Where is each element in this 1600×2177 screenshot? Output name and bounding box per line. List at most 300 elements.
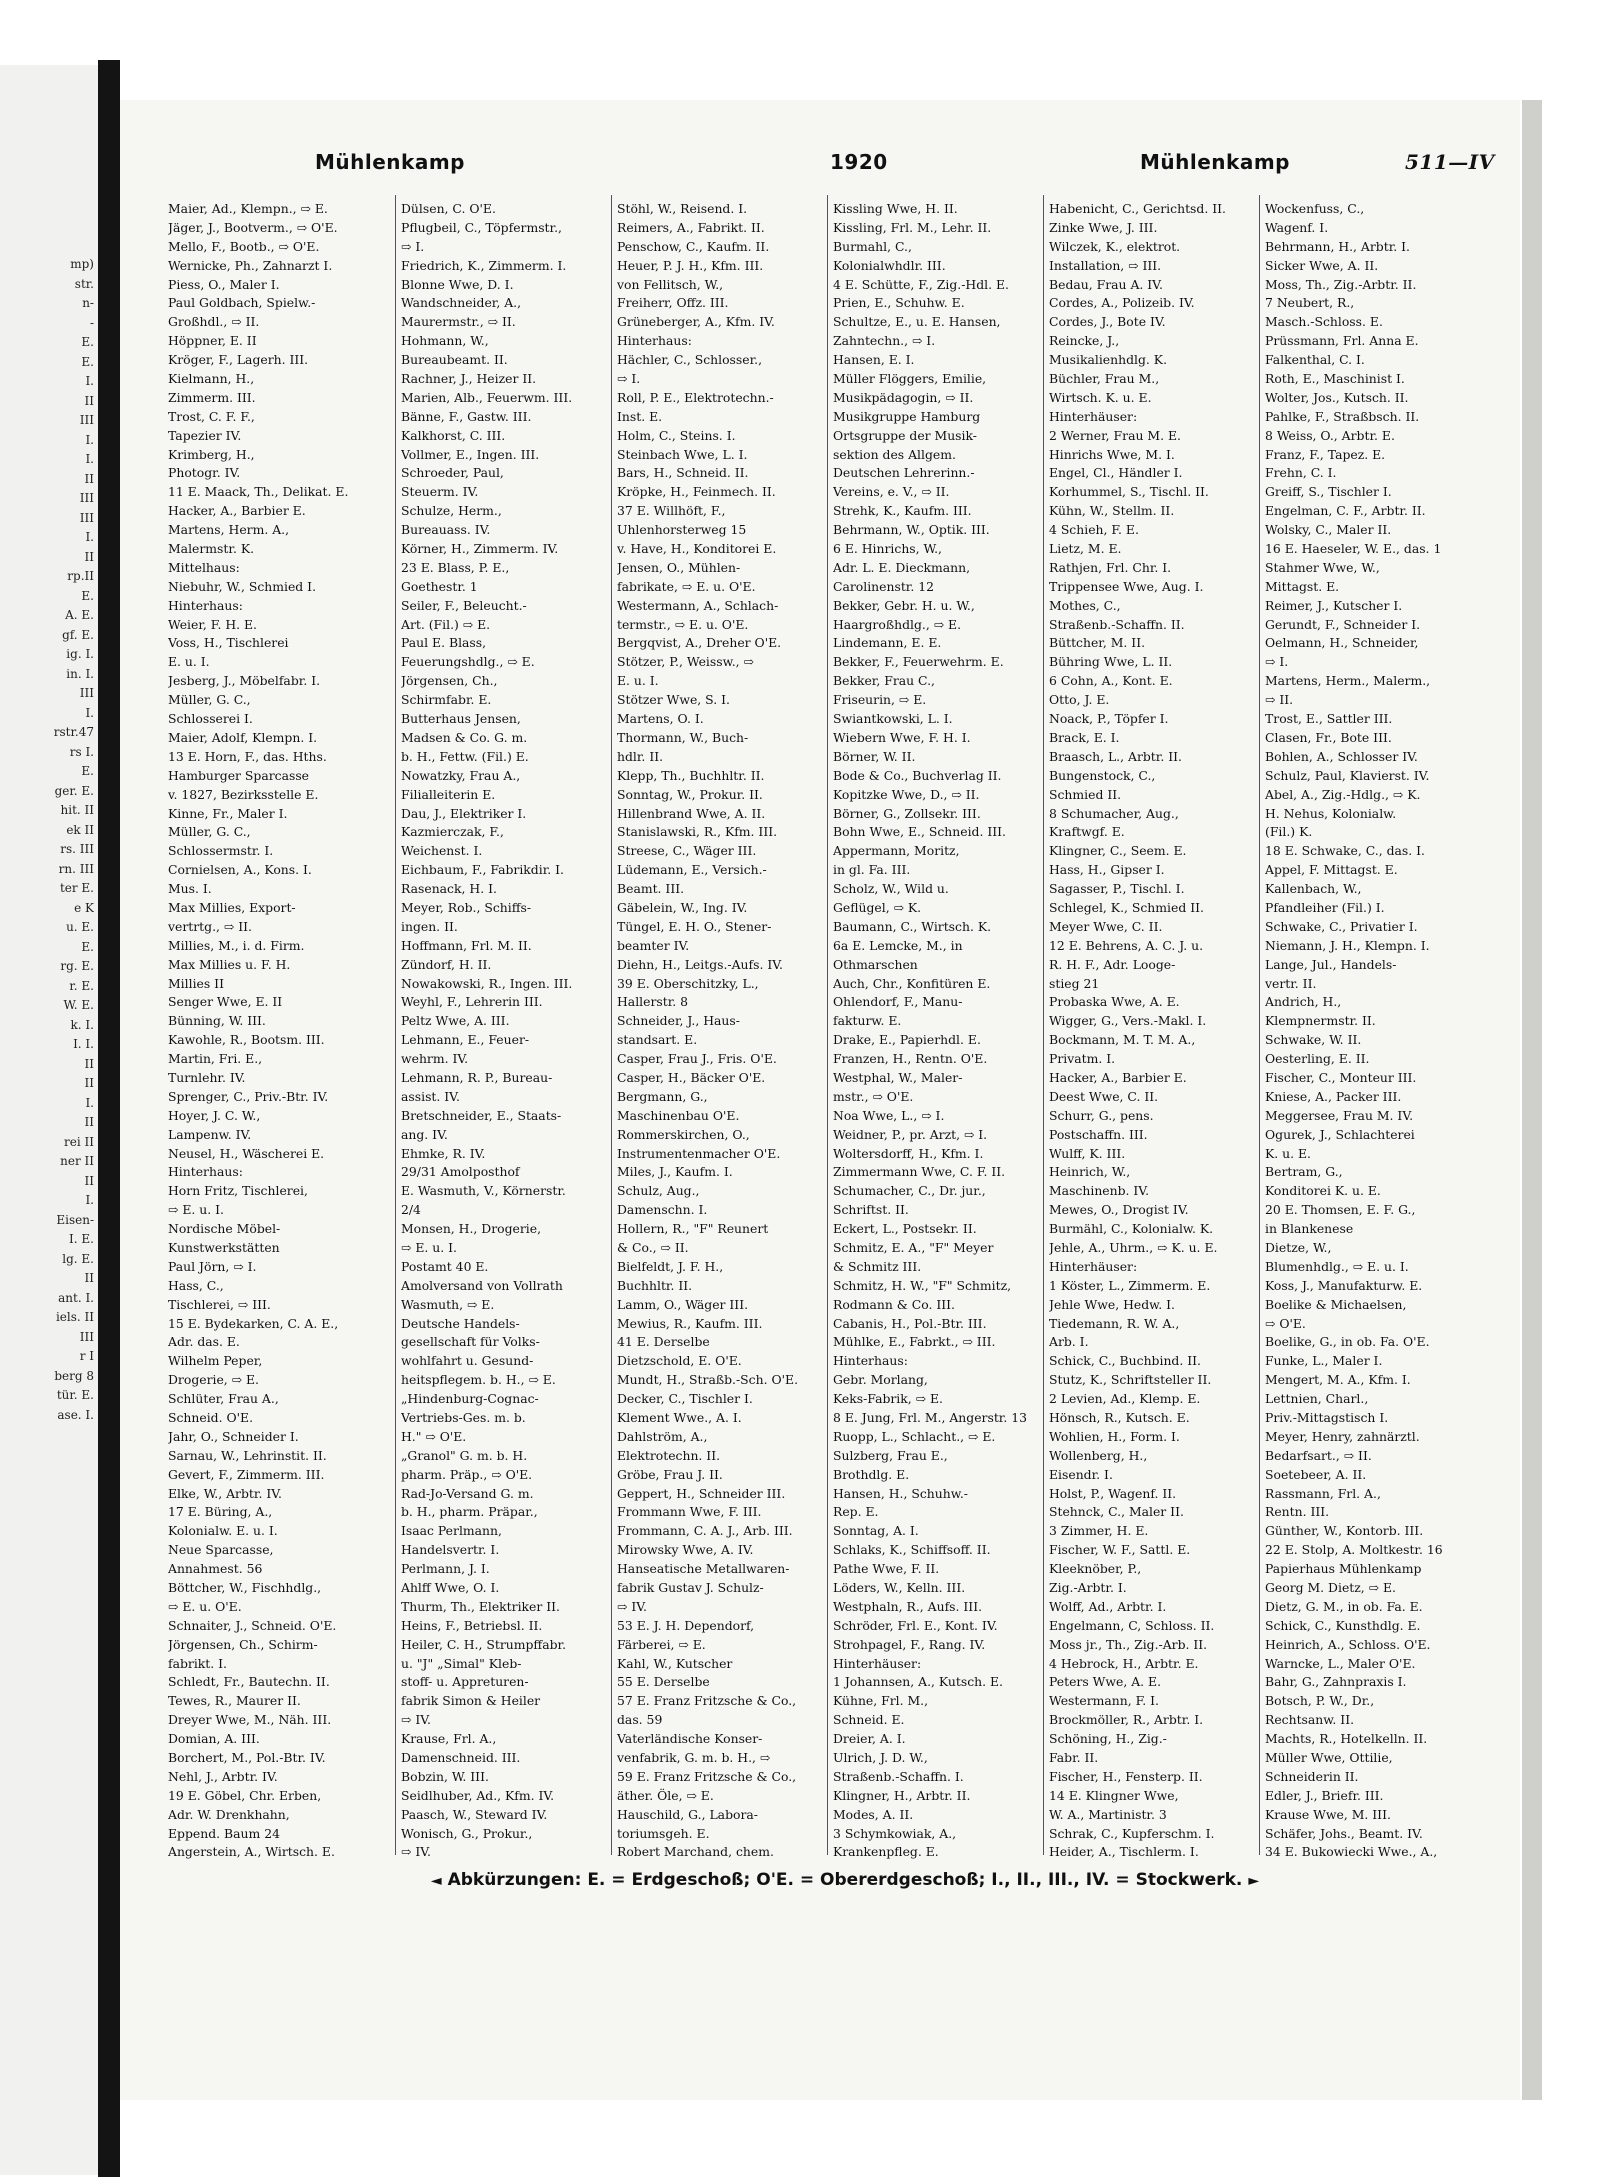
- pointer-right-icon: ►: [1248, 1873, 1260, 1889]
- directory-entry: Bühring Wwe, L. II.: [1049, 654, 1173, 670]
- directory-entry: Klempnermstr. II.: [1265, 1013, 1376, 1029]
- directory-entry: Bünning, W. III.: [168, 1013, 266, 1029]
- directory-entry: Brockmöller, R., Arbtr. I.: [1049, 1712, 1204, 1728]
- directory-entry: Jahr, O., Schneider I.: [168, 1428, 299, 1444]
- directory-entry: Heuer, P. J. H., Kfm. III.: [617, 257, 764, 273]
- directory-entry: 14 E. Klingner Wwe,: [1049, 1787, 1179, 1803]
- directory-entry: Lehmann, E., Feuer-: [401, 1032, 530, 1048]
- directory-entry: Frehn, C. I.: [1265, 465, 1337, 481]
- directory-entry: Rachner, J., Heizer II.: [401, 371, 537, 387]
- directory-entry: Peltz Wwe, A. III.: [401, 1013, 510, 1029]
- directory-entry: das. 59: [617, 1712, 663, 1728]
- directory-entry: Art. (Fil.) ⇨ E.: [401, 616, 491, 632]
- directory-entry: Zinke Wwe, J. III.: [1049, 219, 1158, 235]
- directory-entry: Arb. I.: [1049, 1334, 1089, 1350]
- directory-entry: Burmahl, C.,: [833, 238, 912, 254]
- directory-entry: Malermstr. K.: [168, 541, 255, 557]
- strip-line: I.: [85, 530, 94, 544]
- directory-entry: 8 E. Jung, Frl. M., Angerstr. 13: [833, 1410, 1028, 1425]
- directory-entry: Senger Wwe, E. II: [168, 994, 283, 1010]
- directory-entry: Eckert, L., Postsekr. II.: [833, 1221, 977, 1237]
- directory-entry: Ohlendorf, F., Manu-: [833, 994, 963, 1010]
- directory-entry: in Blankenese: [1265, 1221, 1354, 1237]
- directory-entry: Hamburger Sparcasse: [168, 767, 310, 783]
- directory-entry: Hass, C.,: [168, 1277, 224, 1293]
- directory-entry: Sonntag, A. I.: [833, 1523, 919, 1539]
- directory-entry: Bekker, Frau C.,: [833, 673, 935, 689]
- directory-entry: Schurr, G., pens.: [1049, 1107, 1154, 1123]
- directory-entry: Handelsvertr. I.: [401, 1542, 500, 1558]
- directory-entry: Woltersdorff, H., Kfm. I.: [833, 1145, 984, 1161]
- directory-entry: Scholz, W., Wild u.: [833, 881, 949, 897]
- strip-line: III: [79, 491, 94, 505]
- directory-entry: Feuerungshdlg., ⇨ E.: [401, 654, 535, 670]
- directory-entry: ⇨ I.: [1265, 654, 1289, 670]
- directory-entry: Oelmann, H., Schneider,: [1265, 635, 1419, 651]
- directory-entry: & Co., ⇨ II.: [617, 1239, 689, 1255]
- strip-line: II: [84, 1271, 94, 1285]
- directory-entry: Deest Wwe, C. II.: [1049, 1088, 1159, 1104]
- directory-entry: Zimmermann Wwe, C. F. II.: [833, 1164, 1006, 1180]
- directory-entry: 59 E. Franz Fritzsche & Co.,: [617, 1768, 797, 1784]
- directory-entry: Stanislawski, R., Kfm. III.: [617, 824, 778, 840]
- directory-entry: Krankenpfleg. E.: [833, 1844, 939, 1860]
- directory-entry: Photogr. IV.: [168, 465, 241, 481]
- directory-entry: Max Millies, Export-: [168, 899, 296, 915]
- strip-line: k. I.: [70, 1017, 94, 1032]
- directory-entry: Schwake, W. II.: [1265, 1032, 1362, 1048]
- directory-entry: 8 Schumacher, Aug.,: [1049, 805, 1179, 821]
- directory-entry: Lüdemann, E., Versich.-: [617, 862, 767, 878]
- column-divider: [611, 195, 612, 1855]
- directory-entry: Inst. E.: [617, 408, 663, 424]
- strip-line: rp.II: [67, 569, 94, 583]
- directory-entry: Stahmer Wwe, W.,: [1265, 559, 1380, 575]
- strip-line: ant. I.: [58, 1290, 94, 1305]
- directory-entry: 13 E. Horn, F., das. Hths.: [168, 748, 327, 764]
- directory-entry: Rad-Jo-Versand G. m.: [401, 1485, 534, 1501]
- directory-entry: Musikalienhdlg. K.: [1049, 352, 1168, 368]
- strip-line: Eisen-: [56, 1212, 94, 1227]
- directory-entry: Bockmann, M. T. M. A.,: [1049, 1032, 1196, 1048]
- directory-entry: Gröbe, Frau J. II.: [617, 1466, 723, 1482]
- directory-entry: 1 Köster, L., Zimmerm. E.: [1049, 1277, 1211, 1293]
- directory-entry: Grüneberger, A., Kfm. IV.: [617, 314, 775, 330]
- directory-entry: Jesberg, J., Möbelfabr. I.: [168, 673, 321, 689]
- directory-entry: Otto, J. E.: [1049, 692, 1110, 708]
- directory-entry: Großhdl., ⇨ II.: [168, 314, 260, 330]
- directory-entry: stoff- u. Appreturen-: [401, 1674, 529, 1690]
- header-page-number: 511—IV: [1405, 150, 1495, 174]
- directory-entry: Baumann, C., Wirtsch. K.: [833, 918, 992, 934]
- directory-entry: 11 E. Maack, Th., Delikat. E.: [168, 484, 349, 500]
- directory-entry: Martens, O. I.: [617, 711, 704, 727]
- directory-entry: Ehmke, R. IV.: [401, 1145, 486, 1161]
- directory-entry: Färberei, ⇨ E.: [617, 1636, 706, 1652]
- directory-entry: Meyer, Henry, zahnärztl.: [1265, 1428, 1420, 1444]
- directory-entry: Dreyer Wwe, M., Näh. III.: [168, 1712, 332, 1728]
- directory-entry: Börner, G., Zollsekr. III.: [833, 805, 981, 821]
- strip-line: II: [84, 549, 94, 564]
- directory-entry: Krause, Frl. A.,: [401, 1731, 497, 1747]
- directory-entry: Maschinenbau O'E.: [617, 1107, 740, 1123]
- directory-entry: Behrmann, W., Optik. III.: [833, 522, 990, 538]
- strip-line: mp): [70, 257, 94, 271]
- directory-entry: 57 E. Franz Fritzsche & Co.,: [617, 1693, 797, 1709]
- strip-line: tür. E.: [56, 1388, 94, 1402]
- directory-entry: Franzen, H., Rentn. O'E.: [833, 1051, 988, 1067]
- directory-entry: Paul E. Blass,: [401, 635, 487, 651]
- directory-entry: Ogurek, J., Schlachterei: [1265, 1126, 1415, 1142]
- directory-entry: Swiantkowski, L. I.: [833, 711, 953, 727]
- directory-entry: Pahlke, F., Straßbsch. II.: [1265, 408, 1420, 424]
- directory-entry: Nowatzky, Frau A.,: [401, 767, 521, 783]
- directory-entry: Mengert, M. A., Kfm. I.: [1265, 1372, 1411, 1388]
- directory-entry: Roll, P. E., Elektrotechn.-: [617, 389, 774, 405]
- directory-entry: Lindemann, E. E.: [833, 635, 942, 651]
- directory-entry: stieg 21: [1049, 975, 1100, 991]
- directory-entry: Clasen, Fr., Bote III.: [1265, 729, 1392, 745]
- directory-entry: Nordische Möbel-: [168, 1221, 281, 1237]
- directory-entry: Bielfeldt, J. F. H.,: [617, 1258, 724, 1274]
- directory-entry: Millies, M., i. d. Firm.: [168, 937, 305, 953]
- directory-entry: Moss, Th., Zig.-Arbtr. II.: [1265, 276, 1417, 292]
- previous-page-strip: [0, 65, 98, 2175]
- directory-entry: Hoffmann, Frl. M. II.: [401, 937, 532, 953]
- directory-entry: Vaterländische Konser-: [617, 1731, 763, 1747]
- directory-entry: Hallerstr. 8: [617, 994, 689, 1010]
- strip-line: r. E.: [69, 978, 94, 993]
- directory-entry: 2/4: [401, 1202, 421, 1218]
- directory-entry: Boelike & Michaelsen,: [1265, 1296, 1407, 1312]
- strip-line: E.: [81, 588, 94, 603]
- directory-entry: Lamm, O., Wäger III.: [617, 1296, 749, 1312]
- directory-entry: Bekker, Gebr. H. u. W.,: [833, 597, 975, 613]
- directory-entry: Wiebern Wwe, F. H. I.: [833, 729, 971, 745]
- directory-entry: Zahntechn., ⇨ I.: [833, 333, 936, 349]
- directory-entry: Machts, R., Hotelkelln. II.: [1265, 1731, 1428, 1747]
- directory-entry: Hinterhäuser:: [833, 1655, 922, 1671]
- directory-entry: Fabr. II.: [1049, 1750, 1099, 1766]
- directory-entry: Schick, C., Buchbind. II.: [1049, 1353, 1201, 1369]
- directory-entry: Hinterhäuser:: [1049, 408, 1138, 424]
- directory-entry: Weier, F. H. E.: [168, 616, 257, 632]
- directory-entry: 15 E. Bydekarken, C. A. E.,: [168, 1315, 339, 1331]
- directory-entry: Eichbaum, F., Fabrikdir. I.: [401, 862, 564, 878]
- directory-entry: Hass, H., Gipser I.: [1049, 862, 1165, 878]
- directory-entry: Kissling, Frl. M., Lehr. II.: [833, 219, 992, 235]
- directory-entry: Falkenthal, C. I.: [1265, 352, 1365, 368]
- directory-entry: Jensen, O., Mühlen-: [617, 559, 741, 575]
- directory-entry: Bureauass. IV.: [401, 522, 491, 538]
- directory-entry: Kolonialwhdlr. III.: [833, 257, 946, 273]
- directory-entry: 39 E. Oberschitzky, L.,: [617, 975, 759, 991]
- directory-entry: v. Have, H., Konditorei E.: [617, 541, 777, 557]
- directory-entry: Weyhl, F., Lehrerin III.: [401, 994, 543, 1010]
- directory-entry: Freiherr, Offz. III.: [617, 295, 729, 311]
- directory-entry: Eisendr. I.: [1049, 1466, 1113, 1482]
- directory-entry: Sprenger, C., Priv.-Btr. IV.: [168, 1088, 329, 1104]
- directory-entry: Zündorf, H. II.: [401, 956, 492, 972]
- directory-column-3: [617, 200, 827, 1860]
- directory-entry: Bedau, Frau A. IV.: [1049, 276, 1163, 292]
- directory-entry: Wolter, Jos., Kutsch. II.: [1265, 389, 1409, 405]
- directory-entry: Zimmerm. III.: [168, 389, 256, 405]
- directory-entry: Horn Fritz, Tischlerei,: [168, 1183, 308, 1199]
- directory-entry: 16 E. Haeseler, W. E., das. 1: [1265, 541, 1442, 557]
- strip-line: iels. II: [55, 1310, 94, 1324]
- directory-entry: Kröger, F., Lagerh. III.: [168, 352, 309, 368]
- directory-entry: Gerundt, F., Schneider I.: [1265, 616, 1421, 632]
- directory-entry: Amolversand von Vollrath: [401, 1277, 563, 1293]
- directory-entry: Schulz, Paul, Klavierst. IV.: [1265, 767, 1430, 783]
- strip-line: II: [84, 471, 94, 486]
- strip-line: I. I.: [73, 1037, 94, 1051]
- directory-entry: Maier, Ad., Klempn., ⇨ E.: [168, 201, 328, 216]
- directory-entry: Fischer, H., Fensterp. II.: [1049, 1768, 1203, 1784]
- directory-entry: Blonne Wwe, D. I.: [401, 276, 514, 292]
- directory-column-4: [833, 200, 1043, 1860]
- directory-entry: Installation, ⇨ III.: [1049, 257, 1162, 273]
- directory-entry: wohlfahrt u. Gesund-: [401, 1353, 534, 1369]
- directory-entry: Hacker, A., Barbier E.: [168, 503, 306, 519]
- directory-entry: Nehl, J., Arbtr. IV.: [168, 1768, 278, 1784]
- directory-entry: Funke, L., Maler I.: [1265, 1353, 1383, 1369]
- directory-entry: Mello, F., Bootb., ⇨ O'E.: [168, 238, 320, 254]
- directory-entry: Cordes, J., Bote IV.: [1049, 314, 1166, 330]
- directory-entry: wehrm. IV.: [401, 1051, 469, 1067]
- directory-entry: Paul Goldbach, Spielw.-: [168, 295, 316, 311]
- directory-entry: Hillenbrand Wwe, A. II.: [617, 805, 766, 821]
- directory-entry: 12 E. Behrens, A. C. J. u.: [1049, 937, 1204, 953]
- directory-entry: Gäbelein, W., Ing. IV.: [617, 899, 748, 915]
- strip-line: A. E.: [65, 608, 94, 622]
- directory-entry: Butterhaus Jensen,: [401, 711, 521, 727]
- strip-line: II: [84, 1076, 94, 1090]
- directory-entry: Eppend. Baum 24: [168, 1825, 280, 1841]
- directory-entry: Schöning, H., Zig.-: [1049, 1731, 1167, 1747]
- directory-entry: Hollern, R., "F" Reunert: [617, 1221, 769, 1237]
- directory-entry: Friedrich, K., Zimmerm. I.: [401, 257, 567, 273]
- directory-entry: 6 E. Hinrichs, W.,: [833, 541, 942, 557]
- directory-entry: Bobzin, W. III.: [401, 1768, 489, 1784]
- directory-entry: ⇨ IV.: [401, 1712, 431, 1728]
- directory-entry: Holm, C., Steins. I.: [617, 427, 736, 443]
- directory-entry: Klingner, C., Seem. E.: [1049, 843, 1187, 859]
- directory-entry: Appel, F. Mittagst. E.: [1265, 862, 1398, 878]
- directory-entry: Schlaks, K., Schiffsoff. II.: [833, 1542, 991, 1558]
- directory-entry: Mundt, H., Straßb.-Sch. O'E.: [617, 1372, 799, 1388]
- directory-entry: Hinterhaus:: [617, 333, 692, 349]
- strip-line: r I: [79, 1349, 94, 1363]
- directory-entry: (Fil.) K.: [1265, 824, 1313, 840]
- directory-entry: Schroeder, Paul,: [401, 465, 504, 481]
- directory-entry: ⇨ E. u. I.: [401, 1239, 457, 1255]
- directory-entry: Noa Wwe, L., ⇨ I.: [833, 1107, 945, 1123]
- directory-entry: Reincke, J.,: [1049, 333, 1120, 349]
- directory-entry: ang. IV.: [401, 1126, 448, 1142]
- directory-entry: vertrtg., ⇨ II.: [168, 918, 252, 934]
- directory-entry: Kleeknöber, P.,: [1049, 1561, 1142, 1577]
- directory-entry: W. A., Martinistr. 3: [1049, 1806, 1167, 1822]
- directory-entry: Strehk, K., Kaufm. III.: [833, 503, 972, 519]
- header-street-left: Mühlenkamp: [315, 150, 465, 174]
- directory-entry: Wernicke, Ph., Zahnarzt I.: [168, 257, 333, 273]
- directory-entry: Soetebeer, A. II.: [1265, 1466, 1367, 1482]
- directory-entry: Schlegel, K., Schmied II.: [1049, 899, 1204, 915]
- directory-entry: Franz, F., Tapez. E.: [1265, 446, 1386, 462]
- strip-line: ase. I.: [57, 1407, 94, 1422]
- directory-entry: Kröpke, H., Feinmech. II.: [617, 484, 776, 500]
- directory-entry: Schledt, Fr., Bautechn. II.: [168, 1674, 330, 1690]
- directory-entry: Hauschild, G., Labora-: [617, 1806, 758, 1822]
- directory-entry: Pfandleiher (Fil.) I.: [1265, 899, 1385, 915]
- strip-line: e K: [74, 900, 94, 915]
- directory-entry: fakturw. E.: [833, 1013, 902, 1029]
- directory-entry: b. H., Fettw. (Fil.) E.: [401, 748, 529, 764]
- directory-entry: Konditorei K. u. E.: [1265, 1183, 1381, 1199]
- strip-line: hit. II: [60, 803, 94, 817]
- strip-line: E.: [81, 354, 94, 369]
- directory-entry: assist. IV.: [401, 1088, 460, 1104]
- directory-entry: Ulrich, J. D. W.,: [833, 1750, 928, 1766]
- directory-entry: Paul Jörn, ⇨ I.: [168, 1258, 257, 1274]
- strip-line: I.: [85, 1193, 94, 1207]
- header-street-right: Mühlenkamp: [1140, 150, 1290, 174]
- directory-entry: Voss, H., Tischlerei: [168, 635, 289, 651]
- strip-line: I.: [85, 705, 94, 720]
- directory-entry: Dietzschold, E. O'E.: [617, 1353, 742, 1369]
- directory-entry: Neue Sparcasse,: [168, 1542, 274, 1558]
- directory-entry: Lehmann, R. P., Bureau-: [401, 1069, 553, 1085]
- directory-entry: Kühne, Frl. M.,: [833, 1693, 929, 1709]
- directory-entry: Jörgensen, Ch.,: [401, 673, 498, 689]
- strip-line: E.: [81, 764, 94, 778]
- directory-entry: b. H., pharm. Präpar.,: [401, 1504, 538, 1520]
- directory-entry: 53 E. J. H. Dependorf,: [617, 1617, 755, 1633]
- directory-entry: Müller Flöggers, Emilie,: [833, 371, 987, 387]
- strip-line: III: [79, 686, 94, 700]
- directory-entry: Weidner, P., pr. Arzt, ⇨ I.: [833, 1126, 988, 1142]
- strip-line: II: [84, 393, 94, 408]
- directory-entry: 2 Werner, Frau M. E.: [1049, 427, 1181, 443]
- directory-entry: Krause Wwe, M. III.: [1265, 1806, 1391, 1822]
- directory-entry: Engelman, C. F., Arbtr. II.: [1265, 503, 1426, 519]
- directory-entry: Kazmierczak, F.,: [401, 824, 504, 840]
- directory-entry: Deutschen Lehrerinn.-: [833, 465, 975, 481]
- directory-entry: Rasenack, H. I.: [401, 881, 497, 897]
- strip-line: berg 8: [54, 1368, 94, 1383]
- directory-entry: 34 E. Bukowiecki Wwe., A.,: [1265, 1844, 1438, 1860]
- strip-line: I.: [85, 432, 94, 447]
- strip-line: I.: [85, 1095, 94, 1110]
- directory-entry: Warncke, L., Maler O'E.: [1265, 1655, 1416, 1671]
- directory-entry: 6a E. Lemcke, M., in: [833, 937, 963, 953]
- directory-entry: Maschinenb. IV.: [1049, 1183, 1150, 1199]
- abbreviation-legend: [270, 1870, 1420, 1890]
- directory-entry: Müller Wwe, Ottilie,: [1265, 1750, 1393, 1766]
- directory-entry: Westphal, W., Maler-: [833, 1069, 963, 1085]
- directory-entry: Pflugbeil, C., Töpfermstr.,: [401, 219, 562, 235]
- directory-entry: ⇨ IV.: [401, 1844, 431, 1860]
- strip-line: lg. E.: [62, 1251, 94, 1266]
- directory-entry: Bergqvist, A., Dreher O'E.: [617, 635, 782, 651]
- previous-page-text: [2, 255, 94, 1425]
- directory-entry: Dau, J., Elektriker I.: [401, 805, 527, 821]
- strip-line: ger. E.: [54, 783, 94, 798]
- directory-entry: Botsch, P. W., Dr.,: [1265, 1693, 1375, 1709]
- directory-entry: 19 E. Göbel, Chr. Erben,: [168, 1787, 322, 1803]
- directory-entry: Dietz, G. M., in ob. Fa. E.: [1265, 1598, 1423, 1614]
- strip-line: u. E.: [66, 920, 94, 934]
- directory-entry: Schneider, J., Haus-: [617, 1013, 740, 1029]
- directory-entry: Nowakowski, R., Ingen. III.: [401, 975, 573, 991]
- directory-entry: Peters Wwe, A. E.: [1049, 1674, 1162, 1690]
- directory-entry: Piess, O., Maler I.: [168, 276, 280, 292]
- directory-entry: Büchler, Frau M.,: [1049, 371, 1160, 387]
- directory-entry: Rechtsanw. II.: [1265, 1712, 1355, 1728]
- directory-entry: fabrik Simon & Heiler: [401, 1693, 541, 1709]
- directory-entry: Schumacher, C., Dr. jur.,: [833, 1183, 986, 1199]
- directory-entry: Adr. L. E. Dieckmann,: [833, 559, 971, 575]
- directory-entry: Rommerskirchen, O.,: [617, 1126, 750, 1142]
- directory-entry: 20 E. Thomsen, E. F. G.,: [1265, 1202, 1416, 1218]
- directory-entry: 6 Cohn, A., Kont. E.: [1049, 673, 1173, 689]
- directory-entry: Heiler, C. H., Strumpffabr.: [401, 1636, 567, 1652]
- directory-entry: pharm. Präp., ⇨ O'E.: [401, 1466, 533, 1482]
- directory-entry: & Schmitz III.: [833, 1258, 922, 1274]
- directory-entry: beamter IV.: [617, 937, 690, 953]
- directory-entry: Müller, G. C.,: [168, 692, 251, 708]
- directory-entry: H. Nehus, Kolonialw.: [1265, 805, 1397, 821]
- directory-entry: Schirmfabr. E.: [401, 692, 492, 708]
- directory-entry: Hinterhaus:: [168, 597, 243, 613]
- directory-entry: Heinrich, A., Schloss. O'E.: [1265, 1636, 1431, 1652]
- directory-entry: Mewius, R., Kaufm. III.: [617, 1315, 763, 1331]
- directory-entry: Westermann, A., Schlach-: [617, 597, 779, 613]
- directory-entry: Hinterhaus:: [168, 1164, 243, 1180]
- directory-entry: Tewes, R., Maurer II.: [168, 1693, 301, 1709]
- directory-entry: Adr. W. Drenkhahn,: [168, 1806, 290, 1822]
- directory-entry: Fischer, W. F., Sattl. E.: [1049, 1542, 1191, 1558]
- directory-entry: Lettnien, Charl.,: [1265, 1391, 1369, 1407]
- directory-entry: Klingner, H., Arbtr. II.: [833, 1787, 971, 1803]
- book-gutter: [98, 60, 120, 2177]
- directory-entry: hdlr. II.: [617, 748, 664, 764]
- directory-entry: Modes, A. II.: [833, 1806, 914, 1822]
- directory-entry: Bergmann, G.,: [617, 1088, 708, 1104]
- directory-entry: Drogerie, ⇨ E.: [168, 1372, 259, 1388]
- directory-entry: Bungenstock, C.,: [1049, 767, 1156, 783]
- directory-entry: Schneid. E.: [833, 1712, 905, 1728]
- directory-entry: Schröder, Frl. E., Kont. IV.: [833, 1617, 998, 1633]
- directory-entry: Günther, W., Kontorb. III.: [1265, 1523, 1424, 1539]
- directory-entry: Wigger, G., Vers.-Makl. I.: [1049, 1013, 1207, 1029]
- directory-entry: ⇨ I.: [401, 238, 425, 254]
- directory-entry: 4 Hebrock, H., Arbtr. E.: [1049, 1655, 1199, 1671]
- directory-entry: Pathe Wwe, F. II.: [833, 1561, 940, 1577]
- directory-entry: Jörgensen, Ch., Schirm-: [168, 1636, 318, 1652]
- directory-entry: vertr. II.: [1265, 975, 1317, 991]
- directory-entry: Streese, C., Wäger III.: [617, 843, 757, 859]
- strip-line: in. I.: [66, 666, 94, 681]
- directory-entry: Penschow, C., Kaufm. II.: [617, 238, 770, 254]
- directory-entry: Paasch, W., Steward IV.: [401, 1806, 548, 1822]
- directory-entry: Tüngel, E. H. O., Stener-: [617, 918, 772, 934]
- directory-entry: Privatm. I.: [1049, 1051, 1116, 1067]
- directory-entry: Stehnck, C., Maler II.: [1049, 1504, 1184, 1520]
- directory-entry: Monsen, H., Drogerie,: [401, 1221, 542, 1237]
